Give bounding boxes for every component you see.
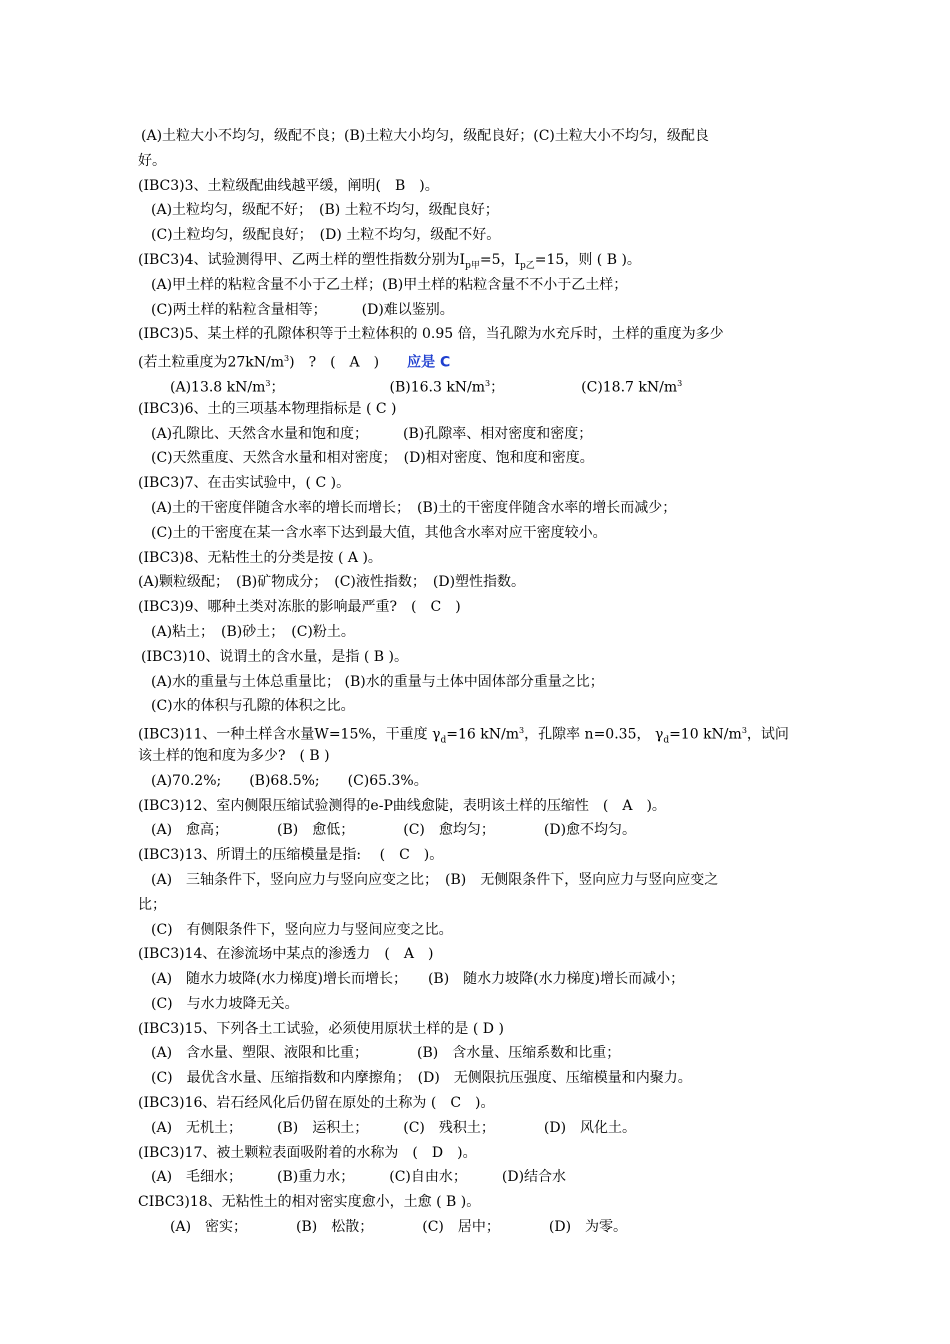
options-line: (A)粘土； (B)砂土； (C)粉土。 xyxy=(151,623,355,640)
question-3: (IBC3)3、土粒级配曲线越平缓，阐明( B )。 xyxy=(138,177,439,194)
correction-note: 应是 C xyxy=(407,354,451,371)
text-line: 比； xyxy=(138,896,166,913)
options-line: (C) 与水力坡降无关。 xyxy=(151,995,299,1012)
options-line: (A)孔隙比、天然含水量和饱和度； (B)孔隙率、相对密度和密度； xyxy=(151,425,593,442)
options-line: (C)土粒均匀，级配良好； (D) 土粒不均匀，级配不好。 xyxy=(151,227,501,244)
text-line: 好。 xyxy=(138,152,166,169)
question-12: (IBC3)12、室内侧限压缩试验测得的e-P曲线愈陡，表明该土样的压缩性 ( A )。 xyxy=(138,797,666,814)
options-line: (C)天然重度、天然含水量和相对密度； (D)相对密度、饱和度和密度。 xyxy=(151,450,594,467)
question-18: CIBC3)18、无粘性土的相对密实度愈小，土愈 ( B )。 xyxy=(138,1194,481,1211)
options-line: (A) 密实； (B) 松散； (C) 居中； (D) 为零。 xyxy=(170,1219,628,1236)
question-17: (IBC3)17、被土颗粒表面吸附着的水称为 ( D )。 xyxy=(138,1144,477,1161)
options-line: (A)土的干密度伴随含水率的增长而增长； (B)土的干密度伴随含水率的增长而减少； xyxy=(151,499,677,516)
question-11-cont: 该土样的饱和度为多少? ( B ) xyxy=(138,747,330,764)
question-14: (IBC3)14、在渗流场中某点的渗透力 ( A ) xyxy=(138,946,434,963)
options-line: (A)水的重量与土体总重量比； (B)水的重量与土体中固体部分重量之比； xyxy=(151,673,604,690)
question-10: (IBC3)10、说谓土的含水量，是指 ( B )。 xyxy=(141,648,408,665)
question-5-cont: (若土粒重度为$27kN/m^3$) ? ( A ) 应是 C xyxy=(138,354,451,371)
question-13: (IBC3)13、所谓土的压缩模量是指: ( C )。 xyxy=(138,847,444,864)
options-line: (A)颗粒级配； (B)矿物成分； (C)液性指数； (D)塑性指数。 xyxy=(138,574,526,591)
question-9: (IBC3)9、哪种土类对冻胀的影响最严重? ( C ) xyxy=(138,599,461,616)
options-line: (A)70.2%; (B)68.5%; (C)65.3%。 xyxy=(151,772,428,789)
options-line: (A) 无机土； (B) 运积土； (C) 残积土； (D) 风化土。 xyxy=(151,1119,637,1136)
options-line: (A)甲土样的粘粒含量不小于乙土样；(B)甲土样的粘粒含量不不小于乙土样； xyxy=(151,276,628,293)
options-line: (A) 含水量、塑限、液限和比重； (B) 含水量、压缩系数和比重； xyxy=(151,1045,621,1062)
options-line: (C)水的体积与孔隙的体积之比。 xyxy=(151,698,355,715)
options-line: (A) 随水力坡降(水力梯度)增长而增长； (B) 随水力坡降(水力梯度)增长而减小； xyxy=(151,971,685,988)
options-line: (A) 三轴条件下，竖向应力与竖向应变之比； (B) 无侧限条件下，竖向应力与竖向应变之 xyxy=(151,871,719,888)
options-line: (C) 最优含水量、压缩指数和内摩擦角； (D) 无侧限抗压强度、压缩模量和内聚力。 xyxy=(151,1070,692,1087)
question-6: (IBC3)6、土的三项基本物理指标是 ( C ) xyxy=(138,400,397,417)
document-page xyxy=(138,124,838,1240)
question-15: (IBC3)15、下列各土工试验，必须使用原状土样的是 ( D ) xyxy=(138,1020,504,1037)
options-line: (C) 有侧限条件下，竖向应力与竖间应变之比。 xyxy=(151,921,453,938)
options-line: (A) 毛细水； (B)重力水； (C)自由水； (D)结合水 xyxy=(151,1169,567,1186)
text-line: (A)土粒大小不均匀，级配不良；(B)土粒大小均匀，级配良好；(C)土粒大小不均匀，级配良 xyxy=(141,128,709,144)
options-line: (A)13.8 $kN/m^3$； (B)16.3 $kN/m^3$； (C)18.7 $kN/m^3$ xyxy=(170,378,683,396)
question-11: (IBC3)11、一种土样含水量W=15%，干重度 $\gamma_d=16$ $kN/m^3$，孔隙率 n=0.35， $\gamma_d=10$ $kN/m^3$，试问 xyxy=(138,726,789,746)
options-line: (A)土粒均匀，级配不好； (B) 土粒不均匀，级配良好； xyxy=(151,202,499,219)
question-16: (IBC3)16、岩石经风化后仍留在原处的土称为 ( C )。 xyxy=(138,1095,495,1112)
question-5: (IBC3)5、某土样的孔隙体积等于土粒体积的 0.95 倍，当孔隙为水充斥时，土样的重度为多少 xyxy=(138,326,724,343)
question-8: (IBC3)8、无粘性土的分类是按 ( A )。 xyxy=(138,549,382,566)
question-4: (IBC3)4、试验测得甲、乙两土样的塑性指数分别为$I_{p甲}=5$，$I_{p乙}=15$，则 ( B )。 xyxy=(138,251,641,271)
question-7: (IBC3)7、在击实试验中，( C )。 xyxy=(138,475,351,492)
options-line: (C)两土样的粘粒含量相等； (D)难以鉴别。 xyxy=(151,301,454,318)
options-line: (A) 愈高； (B) 愈低； (C) 愈均匀； (D)愈不均匀。 xyxy=(151,822,637,839)
options-line: (C)土的干密度在某一含水率下达到最大值，其他含水率对应干密度较小。 xyxy=(151,524,607,541)
